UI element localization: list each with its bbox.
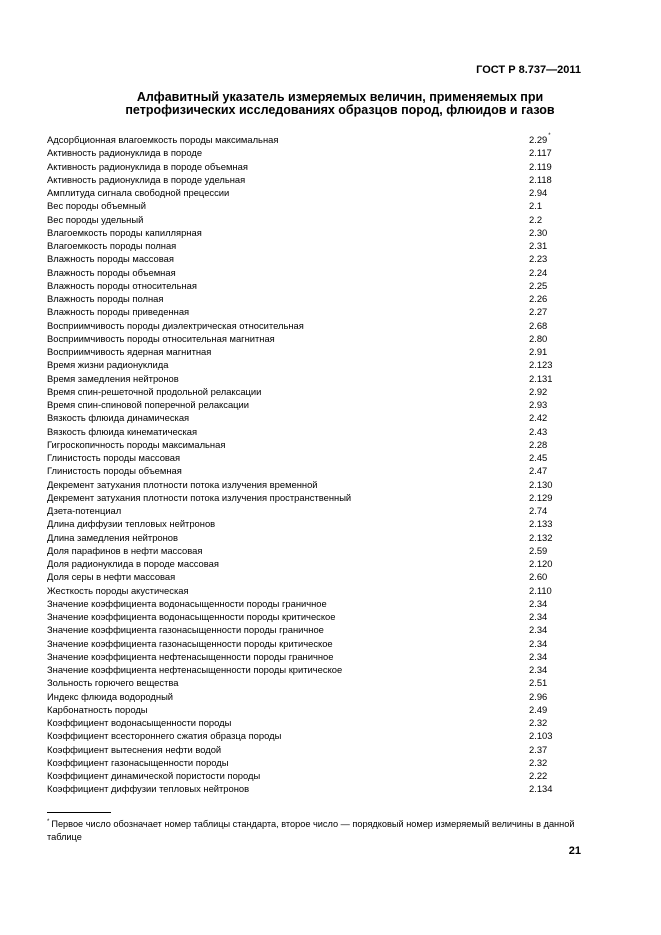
entry-reference-number: 2.28 bbox=[529, 438, 548, 450]
entry-name: Влагоемкость породы капиллярная bbox=[47, 226, 202, 238]
entry-name: Влажность породы относительная bbox=[47, 279, 197, 291]
entry-name: Время спин-спиновой поперечной релаксации bbox=[47, 399, 249, 410]
entry-name: Дзета-потенциал bbox=[47, 505, 122, 516]
index-entry bbox=[47, 332, 607, 345]
index-entry bbox=[47, 716, 607, 729]
index-entry bbox=[47, 517, 607, 530]
entry-reference-number: 2.120 bbox=[529, 558, 553, 569]
index-entry bbox=[47, 239, 607, 252]
index-entry bbox=[47, 252, 607, 265]
entry-reference bbox=[529, 451, 547, 464]
entry-reference bbox=[529, 716, 547, 729]
entry-reference-number: 2.47 bbox=[529, 465, 548, 477]
entry-name: Влажность породы приведенная bbox=[47, 306, 190, 318]
index-entry bbox=[47, 743, 607, 756]
entry-name: Доля серы в нефти массовая bbox=[47, 571, 176, 583]
entry-reference bbox=[529, 650, 547, 663]
entry-reference-number: 2.94 bbox=[529, 187, 548, 198]
entry-reference-number: 2.32 bbox=[529, 756, 548, 768]
entry-reference bbox=[529, 213, 542, 226]
entry-reference bbox=[529, 160, 552, 173]
entry-name: Карбонатность породы bbox=[47, 703, 148, 715]
entry-reference bbox=[529, 411, 547, 424]
entry-name: Коэффициент диффузии тепловых нейтронов bbox=[47, 783, 250, 795]
entry-reference-number: 2.51 bbox=[529, 677, 548, 689]
entry-reference-number: 2.74 bbox=[529, 505, 548, 516]
entry-reference-number: 2.24 bbox=[529, 266, 548, 278]
index-title-line-1: Алфавитный указатель измеряемых величин, применяемых при bbox=[136, 90, 544, 104]
entry-name: Значение коэффициента газонасыщенности породы критическое bbox=[47, 637, 333, 649]
entry-name: Амплитуда сигнала свободной прецессии bbox=[47, 187, 230, 198]
index-entry bbox=[47, 729, 607, 742]
entry-reference-number: 2.93 bbox=[529, 399, 548, 410]
entry-name: Активность радионуклида в породе bbox=[47, 147, 203, 159]
index-entry bbox=[47, 690, 607, 703]
footnote-text: Первое число обозначает номер таблицы стандарта, второе число — порядковый номер измеряемый величины в данной таблице bbox=[47, 819, 575, 842]
entry-name: Активность радионуклида в породе удельная bbox=[47, 173, 246, 185]
index-title-line-2: петрофизических исследованиях образцов пород, флюидов и газов bbox=[125, 103, 555, 117]
entry-name: Коэффициент газонасыщенности породы bbox=[47, 756, 229, 768]
entry-name: Значение коэффициента нефтенасыщенности породы критическое bbox=[47, 664, 343, 675]
entry-reference bbox=[529, 319, 547, 332]
entry-name: Гигроскопичность породы максимальная bbox=[47, 438, 226, 450]
index-entry bbox=[47, 398, 607, 411]
entry-name: Время жизни радионуклида bbox=[47, 359, 169, 371]
entry-reference-number: 2.119 bbox=[529, 160, 552, 172]
index-entry bbox=[47, 279, 607, 292]
entry-reference-number: 2.22 bbox=[529, 770, 548, 781]
entry-reference bbox=[529, 504, 547, 517]
entry-reference-number: 2.37 bbox=[529, 743, 548, 755]
entry-reference bbox=[529, 491, 552, 504]
entry-reference-number: 2.2 bbox=[529, 213, 543, 225]
index-entry bbox=[47, 610, 607, 623]
index-entry bbox=[47, 226, 607, 239]
footnote-mark: * bbox=[47, 819, 50, 825]
entry-reference-number: 2.34 bbox=[529, 637, 548, 649]
index-entry bbox=[47, 491, 607, 504]
entry-reference bbox=[529, 226, 547, 239]
index-entry bbox=[47, 557, 607, 570]
index-entry bbox=[47, 319, 607, 332]
entry-reference bbox=[529, 252, 547, 265]
entry-name: Коэффициент водонасыщенности породы bbox=[47, 717, 232, 728]
index-entry bbox=[47, 676, 607, 689]
entry-name: Адсорбционная влагоемкость породы максимальная bbox=[47, 134, 279, 145]
index-entry bbox=[47, 478, 607, 491]
entry-name: Влажность породы массовая bbox=[47, 253, 174, 265]
entry-reference bbox=[529, 531, 552, 544]
entry-reference-number: 2.34 bbox=[529, 650, 548, 662]
entry-reference-number: 2.123 bbox=[529, 359, 553, 371]
entry-reference-number: 2.134 bbox=[529, 783, 553, 795]
entry-reference-number: 2.117 bbox=[529, 147, 552, 159]
entry-reference-number: 2.26 bbox=[529, 293, 548, 304]
entry-reference bbox=[529, 570, 547, 583]
index-entry bbox=[47, 358, 607, 371]
entry-name: Индекс флюида водородный bbox=[47, 690, 174, 702]
entry-reference-number: 2.45 bbox=[529, 452, 548, 463]
index-entry bbox=[47, 451, 607, 464]
entry-reference-number: 2.80 bbox=[529, 332, 548, 344]
entry-reference-number: 2.96 bbox=[529, 690, 548, 702]
entry-name: Восприимчивость ядерная магнитная bbox=[47, 346, 212, 357]
entry-reference bbox=[529, 729, 552, 742]
index-entry bbox=[47, 531, 607, 544]
index-entry bbox=[47, 292, 607, 305]
entry-reference-number: 2.118 bbox=[529, 173, 552, 185]
entry-reference-number: 2.34 bbox=[529, 611, 548, 622]
entry-reference-number: 2.129 bbox=[529, 491, 553, 503]
entry-reference bbox=[529, 305, 547, 318]
footnote bbox=[47, 818, 592, 844]
entry-reference bbox=[529, 385, 547, 398]
entry-reference-number: 2.133 bbox=[529, 518, 553, 530]
entry-name: Зольность горючего вещества bbox=[47, 677, 179, 689]
entry-name: Восприимчивость породы относительная магнитная bbox=[47, 332, 275, 344]
entry-reference bbox=[529, 133, 551, 146]
entry-reference bbox=[529, 690, 547, 703]
entry-reference bbox=[529, 597, 547, 610]
entry-name: Активность радионуклида в породе объемная bbox=[47, 160, 248, 172]
entry-reference bbox=[529, 703, 547, 716]
entry-reference bbox=[529, 756, 547, 769]
index-entry bbox=[47, 266, 607, 279]
entry-reference bbox=[529, 544, 547, 557]
index-entry bbox=[47, 372, 607, 385]
index-entry bbox=[47, 663, 607, 676]
entry-name: Влажность породы полная bbox=[47, 293, 164, 304]
entry-name: Восприимчивость породы диэлектрическая относительная bbox=[47, 319, 304, 331]
entry-reference-number: 2.32 bbox=[529, 717, 548, 728]
entry-name: Влажность породы объемная bbox=[47, 266, 176, 278]
entry-name: Доля парафинов в нефти массовая bbox=[47, 544, 203, 556]
index-entry bbox=[47, 637, 607, 650]
entry-name: Коэффициент вытеснения нефти водой bbox=[47, 743, 222, 755]
entry-name: Коэффициент динамической пористости породы bbox=[47, 770, 261, 781]
entry-reference bbox=[529, 173, 552, 186]
entry-reference-number: 2.92 bbox=[529, 385, 548, 397]
entry-reference bbox=[529, 239, 547, 252]
entry-reference bbox=[529, 279, 547, 292]
index-entry bbox=[47, 650, 607, 663]
index-entry bbox=[47, 584, 607, 597]
entry-reference bbox=[529, 358, 552, 371]
entry-reference bbox=[529, 610, 547, 623]
entry-reference bbox=[529, 663, 547, 676]
index-entry bbox=[47, 199, 607, 212]
index-entry bbox=[47, 504, 607, 517]
entry-reference-number: 2.31 bbox=[529, 240, 548, 251]
index-entry bbox=[47, 160, 607, 173]
entry-name: Значение коэффициента водонасыщенности породы критическое bbox=[47, 611, 336, 622]
index-entry bbox=[47, 345, 607, 358]
document-code: ГОСТ Р 8.737—2011 bbox=[476, 64, 581, 76]
entry-reference-number: 2.27 bbox=[529, 306, 548, 318]
entry-reference bbox=[529, 743, 547, 756]
entry-reference-number: 2.23 bbox=[529, 253, 548, 265]
entry-reference-number: 2.131 bbox=[529, 372, 553, 384]
footnote-reference-mark: * bbox=[548, 133, 551, 139]
entry-name: Доля радионуклида в породе массовая bbox=[47, 558, 219, 569]
entry-reference-number: 2.42 bbox=[529, 412, 548, 424]
entry-reference bbox=[529, 557, 552, 570]
entry-name: Вязкость флюида динамическая bbox=[47, 412, 190, 424]
entry-reference-number: 2.132 bbox=[529, 531, 553, 543]
entry-name: Декремент затухания плотности потока излучения временной bbox=[47, 478, 318, 490]
index-entry bbox=[47, 438, 607, 451]
entry-name: Глинистость породы массовая bbox=[47, 452, 181, 463]
entry-reference bbox=[529, 372, 552, 385]
entry-reference bbox=[529, 438, 547, 451]
entry-name: Коэффициент всестороннего сжатия образца породы bbox=[47, 730, 282, 742]
entry-reference-number: 2.25 bbox=[529, 279, 548, 291]
entry-reference-number: 2.1 bbox=[529, 200, 543, 212]
entry-reference-number: 2.43 bbox=[529, 425, 548, 437]
entry-reference-number: 2.29 bbox=[529, 134, 548, 145]
entry-name: Значение коэффициента водонасыщенности породы граничное bbox=[47, 597, 327, 609]
index-entry bbox=[47, 769, 607, 782]
entry-name: Значение коэффициента нефтенасыщенности породы граничное bbox=[47, 650, 334, 662]
index-entry bbox=[47, 425, 607, 438]
index-entry bbox=[47, 782, 607, 795]
index-entry bbox=[47, 305, 607, 318]
entry-reference bbox=[529, 584, 552, 597]
entry-name: Жесткость породы акустическая bbox=[47, 584, 189, 596]
index-title bbox=[60, 91, 620, 117]
index-entry bbox=[47, 146, 607, 159]
entry-reference bbox=[529, 266, 547, 279]
entry-name: Вес породы объемный bbox=[47, 200, 147, 212]
entry-name: Вязкость флюида кинематическая bbox=[47, 425, 198, 437]
entry-reference-number: 2.110 bbox=[529, 584, 552, 596]
entry-reference bbox=[529, 292, 547, 305]
index-entry bbox=[47, 133, 607, 146]
index-entry bbox=[47, 703, 607, 716]
index-entries-list bbox=[47, 133, 607, 796]
entry-name: Вес породы удельный bbox=[47, 213, 144, 225]
entry-reference bbox=[529, 769, 547, 782]
entry-reference-number: 2.34 bbox=[529, 624, 548, 636]
footnote-divider bbox=[47, 812, 111, 813]
entry-reference bbox=[529, 199, 542, 212]
entry-reference-number: 2.130 bbox=[529, 478, 553, 490]
entry-reference-number: 2.59 bbox=[529, 544, 548, 556]
entry-reference bbox=[529, 425, 547, 438]
entry-reference-number: 2.68 bbox=[529, 319, 548, 331]
index-entry bbox=[47, 173, 607, 186]
index-entry bbox=[47, 544, 607, 557]
entry-reference-number: 2.91 bbox=[529, 346, 548, 357]
index-entry bbox=[47, 570, 607, 583]
index-entry bbox=[47, 385, 607, 398]
entry-reference bbox=[529, 478, 552, 491]
entry-reference-number: 2.34 bbox=[529, 597, 548, 609]
index-entry bbox=[47, 464, 607, 477]
entry-name: Длина замедления нейтронов bbox=[47, 531, 178, 543]
entry-reference bbox=[529, 146, 552, 159]
entry-name: Декремент затухания плотности потока излучения пространственный bbox=[47, 491, 352, 503]
entry-reference bbox=[529, 517, 552, 530]
entry-reference bbox=[529, 332, 547, 345]
index-entry bbox=[47, 597, 607, 610]
entry-name: Длина диффузии тепловых нейтронов bbox=[47, 518, 216, 530]
entry-reference bbox=[529, 623, 547, 636]
entry-reference bbox=[529, 676, 547, 689]
entry-reference bbox=[529, 782, 552, 795]
index-entry bbox=[47, 623, 607, 636]
entry-reference bbox=[529, 345, 547, 358]
entry-reference bbox=[529, 186, 547, 199]
index-entry bbox=[47, 213, 607, 226]
index-entry bbox=[47, 756, 607, 769]
index-entry bbox=[47, 411, 607, 424]
entry-name: Влагоемкость породы полная bbox=[47, 240, 177, 251]
page-number: 21 bbox=[568, 845, 581, 857]
entry-reference-number: 2.103 bbox=[529, 730, 553, 742]
entry-reference bbox=[529, 637, 547, 650]
entry-reference-number: 2.60 bbox=[529, 571, 548, 583]
index-entry bbox=[47, 186, 607, 199]
entry-name: Время спин-решеточной продольной релаксации bbox=[47, 385, 262, 397]
entry-reference-number: 2.34 bbox=[529, 664, 548, 675]
entry-name: Значение коэффициента газонасыщенности породы граничное bbox=[47, 624, 324, 636]
entry-reference-number: 2.30 bbox=[529, 226, 548, 238]
entry-reference-number: 2.49 bbox=[529, 703, 548, 715]
entry-name: Глинистость породы объемная bbox=[47, 465, 182, 477]
entry-reference bbox=[529, 398, 547, 411]
entry-name: Время замедления нейтронов bbox=[47, 372, 179, 384]
entry-reference bbox=[529, 464, 547, 477]
